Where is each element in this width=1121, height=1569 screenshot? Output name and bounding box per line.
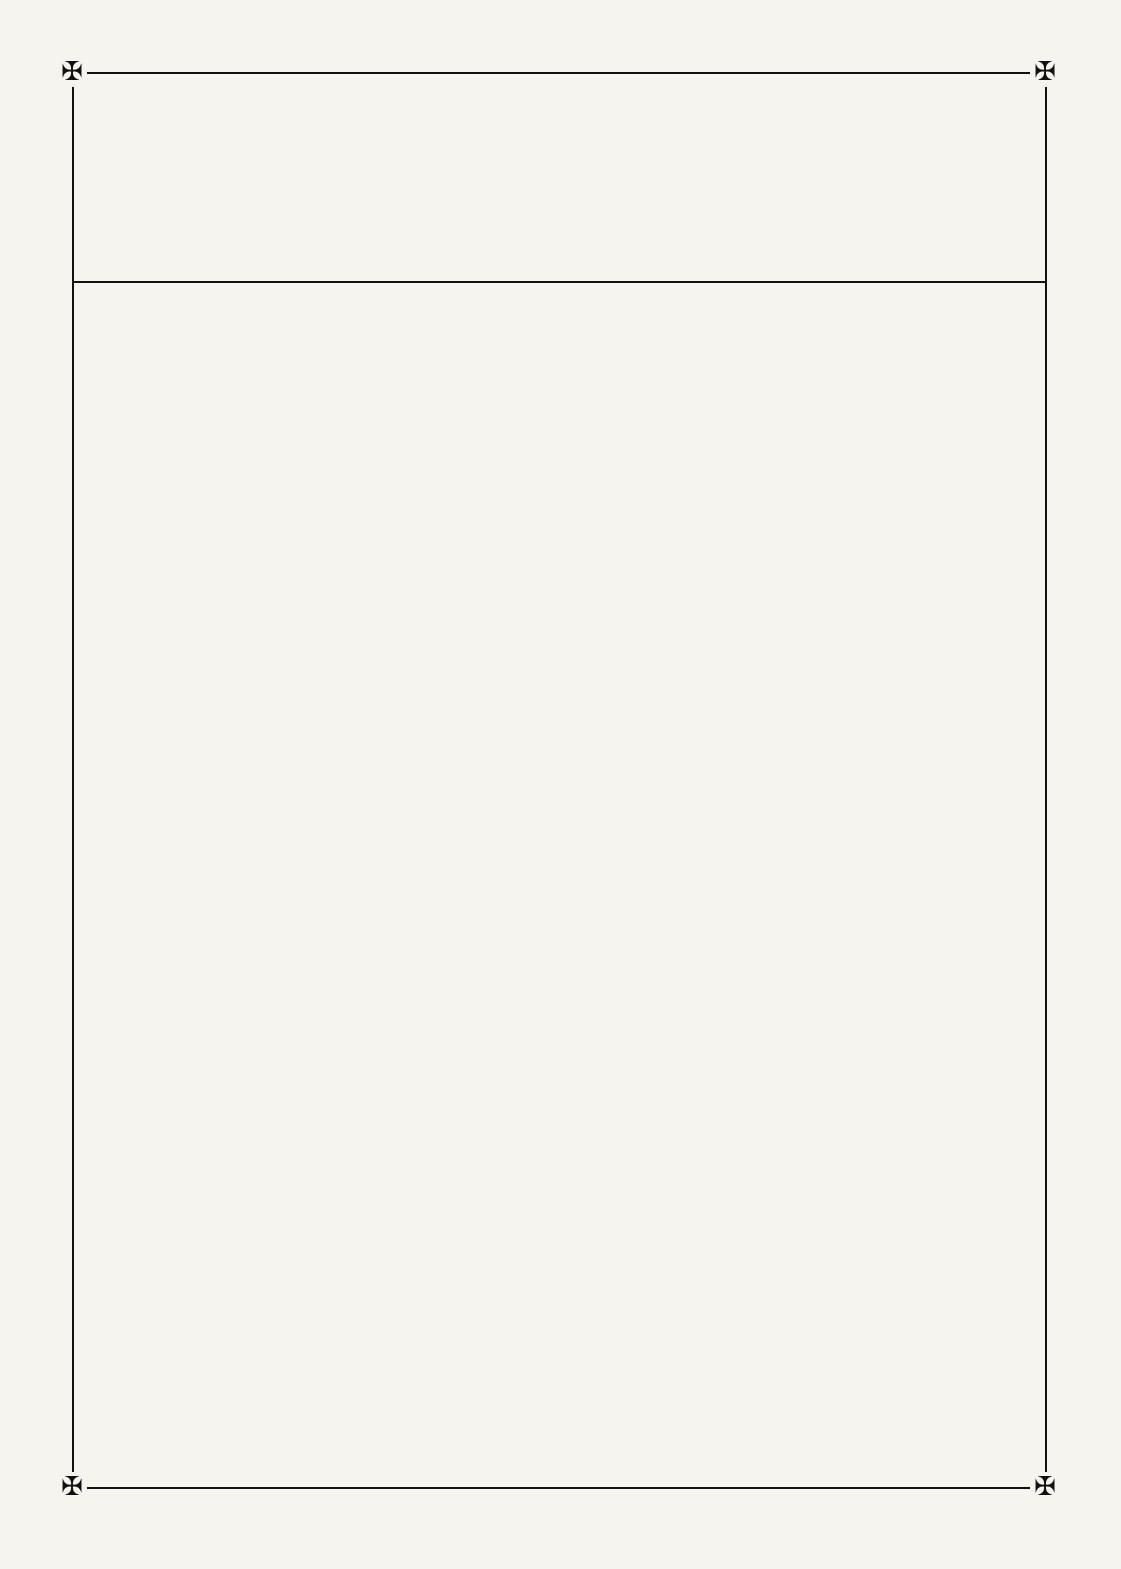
- left-border: [72, 72, 74, 1487]
- top-rule: [72, 72, 1047, 74]
- commentary-body: [95, 300, 1025, 310]
- section-divider: [72, 281, 1047, 283]
- corner-ornament-icon: ✠: [57, 57, 87, 87]
- right-border: [1045, 72, 1047, 1487]
- corner-ornament-icon: ✠: [1030, 57, 1060, 87]
- corner-ornament-icon: ✠: [1030, 1472, 1060, 1502]
- bottom-rule: [72, 1487, 1047, 1489]
- hadith-list: [95, 90, 1025, 112]
- corner-ornament-icon: ✠: [57, 1472, 87, 1502]
